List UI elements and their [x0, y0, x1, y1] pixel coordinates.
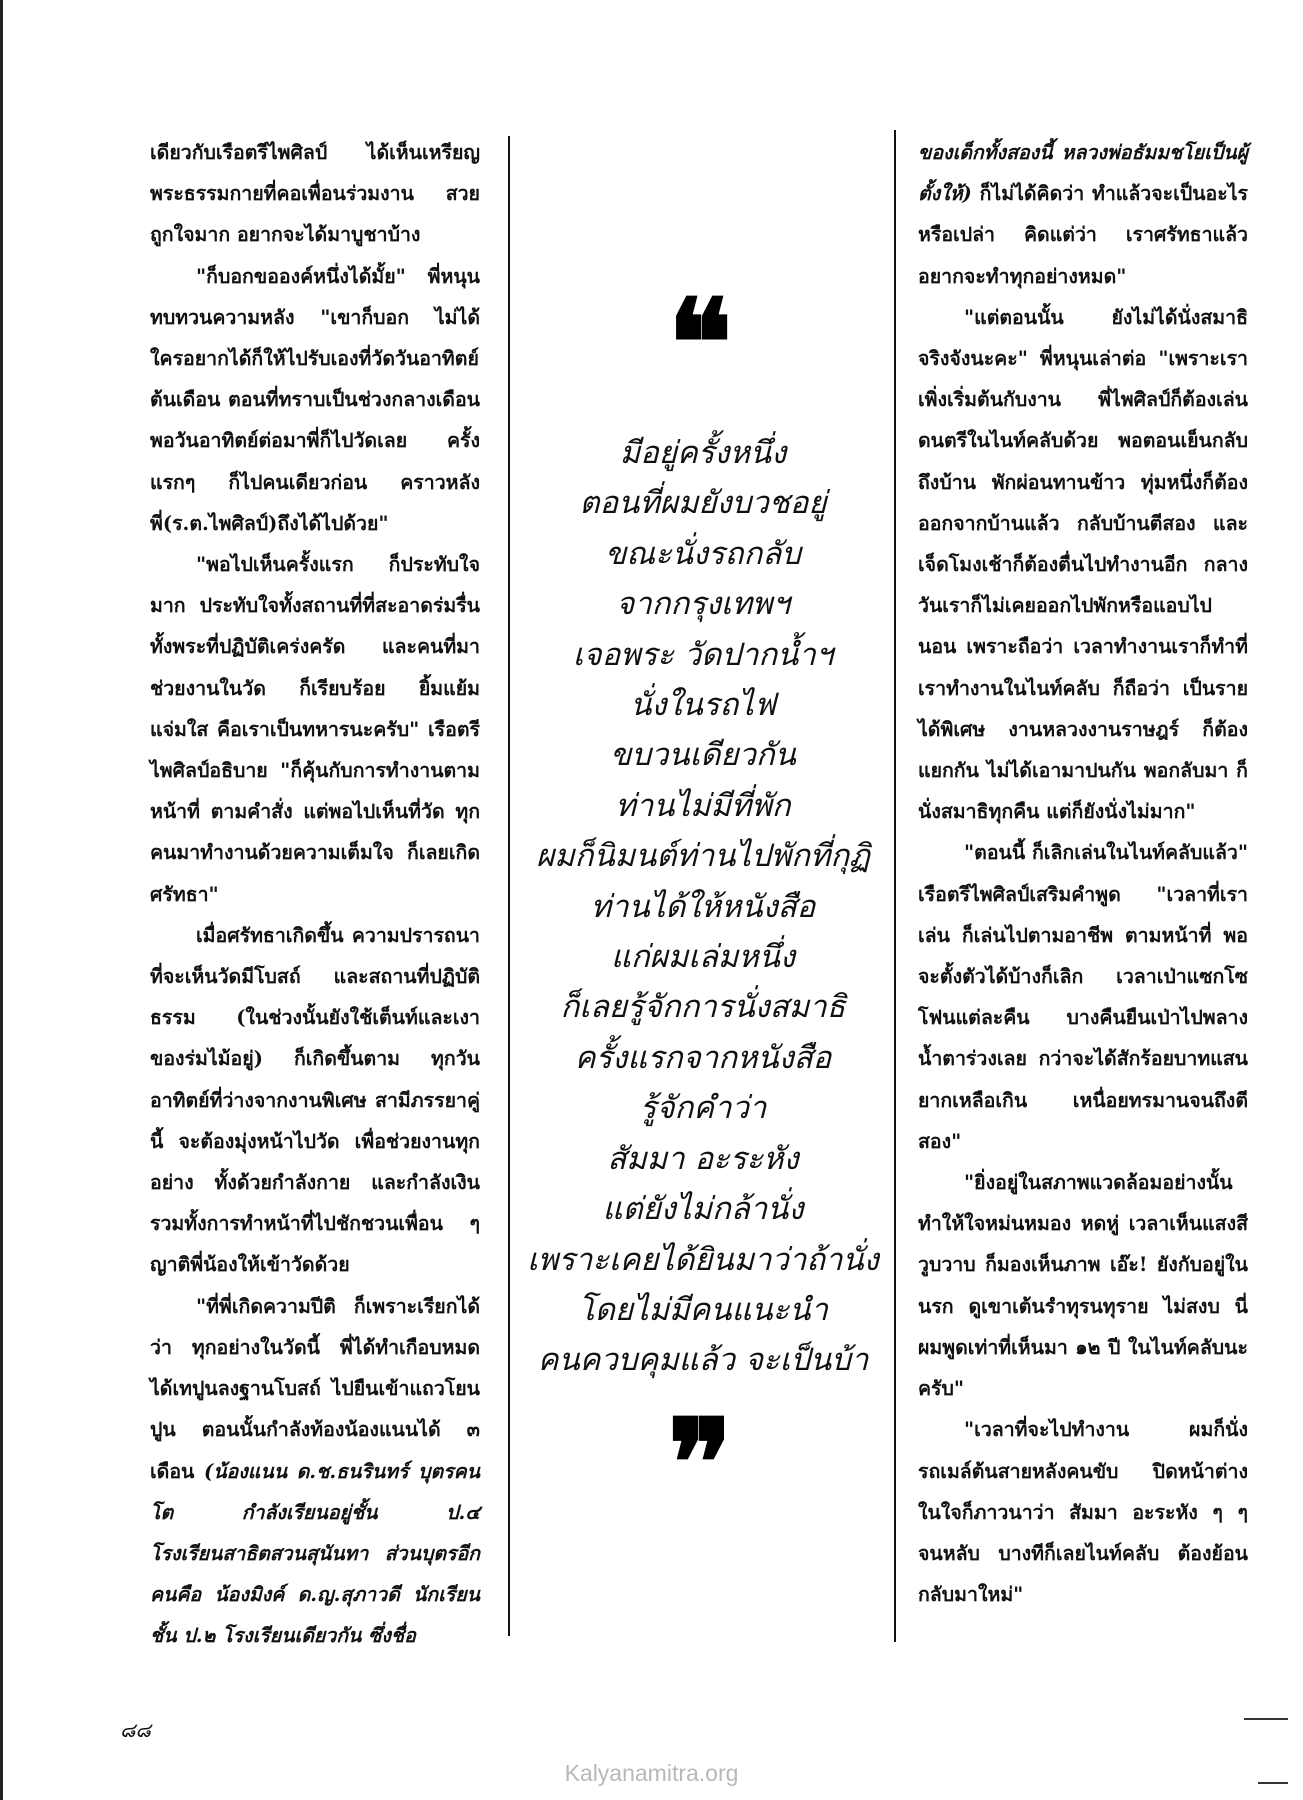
text-segment: "พอไปเห็นครั้งแรก ก็ประทับใจมาก ประทับใจทั้งสถานที่ที่สะอาดร่มรื่น ทั้งพระที่ปฏิบัติเคร่งครัด และคนที่มาช่วยงานในวัด ก็เรียบร้อย ยิ้มแย้มแจ่มใส คือเราเป็นทหารนะครับ" เรือตรีไพศิลป์อธิบาย "ก็คุ้นกับการทำงานตามหน้าที่ ตามคำสั่ง แต่พอไปเห็นที่วัด ทุกคนมาทำงานด้วยความเต็มใจ ก็เลยเกิดศรัทธา": [150, 553, 480, 906]
pull-quote-line: รู้จักคำว่า: [639, 1090, 767, 1127]
pull-quote-line: ท่านได้ให้หนังสือ: [590, 888, 816, 925]
pull-quote-line: ก็เลยรู้จักการนั่งสมาธิ: [560, 989, 846, 1026]
paragraph: [150, 132, 480, 256]
paragraph: [150, 915, 480, 1286]
pull-quote-line: มีอยู่ครั้งหนึ่ง: [619, 435, 787, 471]
pull-quote-line: โดยไม่มีคนแนะนำ: [578, 1291, 828, 1328]
page-left-edge: [0, 0, 3, 1800]
pull-quote-line: นั่งในรถไฟ: [630, 687, 776, 724]
close-quote-icon: ❞: [667, 1393, 733, 1534]
paragraph: [918, 1409, 1248, 1615]
text-segment: "แต่ตอนนั้น ยังไม่ได้นั่งสมาธิจริงจังนะคะ" พี่หนุนเล่าต่อ "เพราะเราเพิ่งเริ่มต้นกับงาน พี่ไพศิลป์ก็ต้องเล่นดนตรีในไนท์คลับด้วย พอตอนเย็นกลับถึงบ้าน พักผ่อนทานข้าว ทุ่มหนึ่งก็ต้องออกจากบ้านแล้ว กลับบ้านตีสอง และเจ็ดโมงเช้าก็ต้องตื่นไปทำงานอีก กลางวันเราก็ไม่เคยออกไปพักหรือแอบไปนอน เพราะถือว่า เวลาทำงานเราก็ทำที่เราทำงานในไนท์คลับ ก็ถือว่า เป็นรายได้พิเศษ งานหลวงงานราษฎร์ ก็ต้องแยกกัน ไม่ได้เอามาปนกัน พอกลับมา ก็นั่งสมาธิทุกคืน แต่ก็ยังนั่งไม่มาก": [918, 305, 1248, 824]
left-text-column: [150, 132, 480, 1657]
pull-quote-line: ตอนที่ผมยังบวชอยู่: [579, 485, 827, 522]
pull-quote-line: แต่ยังไม่กล้านั่ง: [602, 1191, 804, 1228]
left-column-divider: [508, 136, 510, 1636]
pull-quote-line: เจอพระ วัดปากน้ำฯ: [572, 636, 834, 673]
text-segment: "ตอนนี้ ก็เลิกเล่นในไนท์คลับแล้ว" เรือตรีไพศิลป์เสริมคำพูด "เวลาที่เราเล่น ก็เล่นไปตามอาชีพ ตามหน้าที่ พอจะตั้งตัวได้บ้างก็เลิก เวลาเป่าแซกโซโฟนแต่ละคืน บางคืนยืนเป่าไปพลาง น้ำตาร่วงเลย กว่าจะได้สักร้อยบาทแสนยากเหลือเกิน เหนื่อยทรมานจนถึงตีสอง": [918, 841, 1248, 1153]
text-segment: เมื่อศรัทธาเกิดขึ้น ความปรารถนาที่จะเห็นวัดมีโบสถ์ และสถานที่ปฏิบัติธรรม (ในช่วงนั้นยังใช้เต็นท์และเงาของร่มไม้อยู่) ก็เกิดขึ้นตาม ทุกวันอาทิตย์ที่ว่างจากงานพิเศษ สามีภรรยาคู่นี้ จะต้องมุ่งหน้าไปวัด เพื่อช่วยงานทุกอย่าง ทั้งด้วยกำลังกาย และกำลังเงิน รวมทั้งการทำหน้าที่ไปชักชวนเพื่อน ๆ ญาติพี่น้องให้เข้าวัดด้วย: [150, 923, 480, 1277]
paragraph: [150, 1286, 480, 1657]
text-segment: "เวลาที่จะไปทำงาน ผมก็นั่งรถเมล์ต้นสายหลังคนขับ ปิดหน้าต่าง ในใจก็ภาวนาว่า สัมมา อะระหัง ๆ ๆ จนหลับ บางทีก็เลยไนท์คลับ ต้องย้อนกลับมาใหม่": [918, 1418, 1248, 1607]
pull-quote-line: เพราะเคยได้ยินมาว่าถ้านั่ง: [527, 1241, 879, 1278]
pull-quote: [520, 428, 886, 1386]
paragraph: [918, 132, 1248, 297]
scan-mark: [1244, 1718, 1288, 1720]
text-segment: "ยิ่งอยู่ในสภาพแวดล้อมอย่างนั้น ทำให้ใจหม่นหมอง หดหู่ เวลาเห็นแสงสีวูบวาบ ก็มองเห็นภาพ เอ๊ะ! ยังกับอยู่ในนรก ดูเขาเต้นรำทุรนทุราย ไม่สงบ นี่ผมพูดเท่าที่เห็นมา ๑๒ ปี ในไนท์คลับนะครับ": [918, 1171, 1248, 1401]
watermark: Kalyanamitra.org: [564, 1760, 739, 1786]
text-segment: ก็ไม่ได้คิดว่า ทำแล้วจะเป็นอะไรหรือเปล่า คิดแต่ว่า เราศรัทธาแล้วอยากจะทำทุกอย่างหมด": [918, 182, 1248, 288]
open-quote-icon: ❝: [667, 273, 733, 414]
paragraph: [918, 1162, 1248, 1409]
paragraph: [150, 544, 480, 915]
text-segment: "ก็บอกขอองค์หนึ่งได้มั้ย" พี่หนุนทบทวนความหลัง "เขาก็บอก ไม่ได้ ใครอยากได้ก็ให้ไปรับเองที่วัดวันอาทิตย์ต้นเดือน ตอนที่ทราบเป็นช่วงกลางเดือน พอวันอาทิตย์ต่อมาพี่ก็ไปวัดเลย ครั้งแรกๆ ก็ไปคนเดียวก่อน คราวหลังพี่(ร.ต.ไพศิลป์)ถึงได้ไปด้วย": [150, 264, 480, 535]
text-segment: เดียวกับเรือตรีไพศิลป์ ได้เห็นเหรียญพระธรรมกายที่คอเพื่อนร่วมงาน สวยถูกใจมาก อยากจะได้มาบูชาบ้าง: [150, 141, 480, 247]
paragraph: [918, 832, 1248, 1162]
pull-quote-line: จากกรุงเทพฯ: [616, 586, 790, 623]
italic-text: (น้องแนน ด.ช.ธนรินทร์ บุตรคนโต กำลังเรียนอยู่ชั้น ป.๔ โรงเรียนสาธิตสวนสุนันทา ส่วนบุตรอีกคนคือ น้องมิงค์ ด.ญ.สุภาวดี นักเรียนชั้น ป.๒ โรงเรียนเดียวกัน ซึ่งชื่อ: [150, 1459, 480, 1648]
pull-quote-line: สัมมา อะระหัง: [607, 1140, 799, 1177]
pull-quote-line: แก่ผมเล่มหนึ่ง: [610, 939, 796, 976]
pull-quote-line: ครั้งแรกจากหนังสือ: [574, 1039, 832, 1076]
paragraph: [918, 297, 1248, 833]
paragraph: [150, 256, 480, 544]
page-number: ๘๘: [120, 1718, 151, 1742]
right-column-divider: [894, 130, 896, 1642]
pull-quote-line: ผมก็นิมนต์ท่านไปพักที่กุฏิ: [536, 838, 870, 875]
italic-text: ของเด็กทั้งสองนี้ หลวงพ่อธัมมชโยเป็นผู้ตั้งให้): [918, 141, 1248, 206]
right-text-column: [918, 132, 1248, 1615]
pull-quote-line: ท่านไม่มีที่พัก: [615, 787, 791, 824]
pull-quote-line: ขณะนั่งรถกลับ: [605, 535, 801, 572]
pull-quote-line: คนควบคุมแล้ว จะเป็นบ้า: [537, 1342, 869, 1379]
pull-quote-line: ขบวนเดียวกัน: [610, 737, 796, 774]
text-segment: "ที่พี่เกิดความปีติ ก็เพราะเรียกได้ว่า ทุกอย่างในวัดนี้ พี่ได้ทำเกือบหมด ได้เทปูนลงฐานโบสถ์ ไปยืนเข้าแถวโยนปูน ตอนนั้นกำลังท้องน้องแนนได้ ๓ เดือน: [150, 1294, 480, 1483]
